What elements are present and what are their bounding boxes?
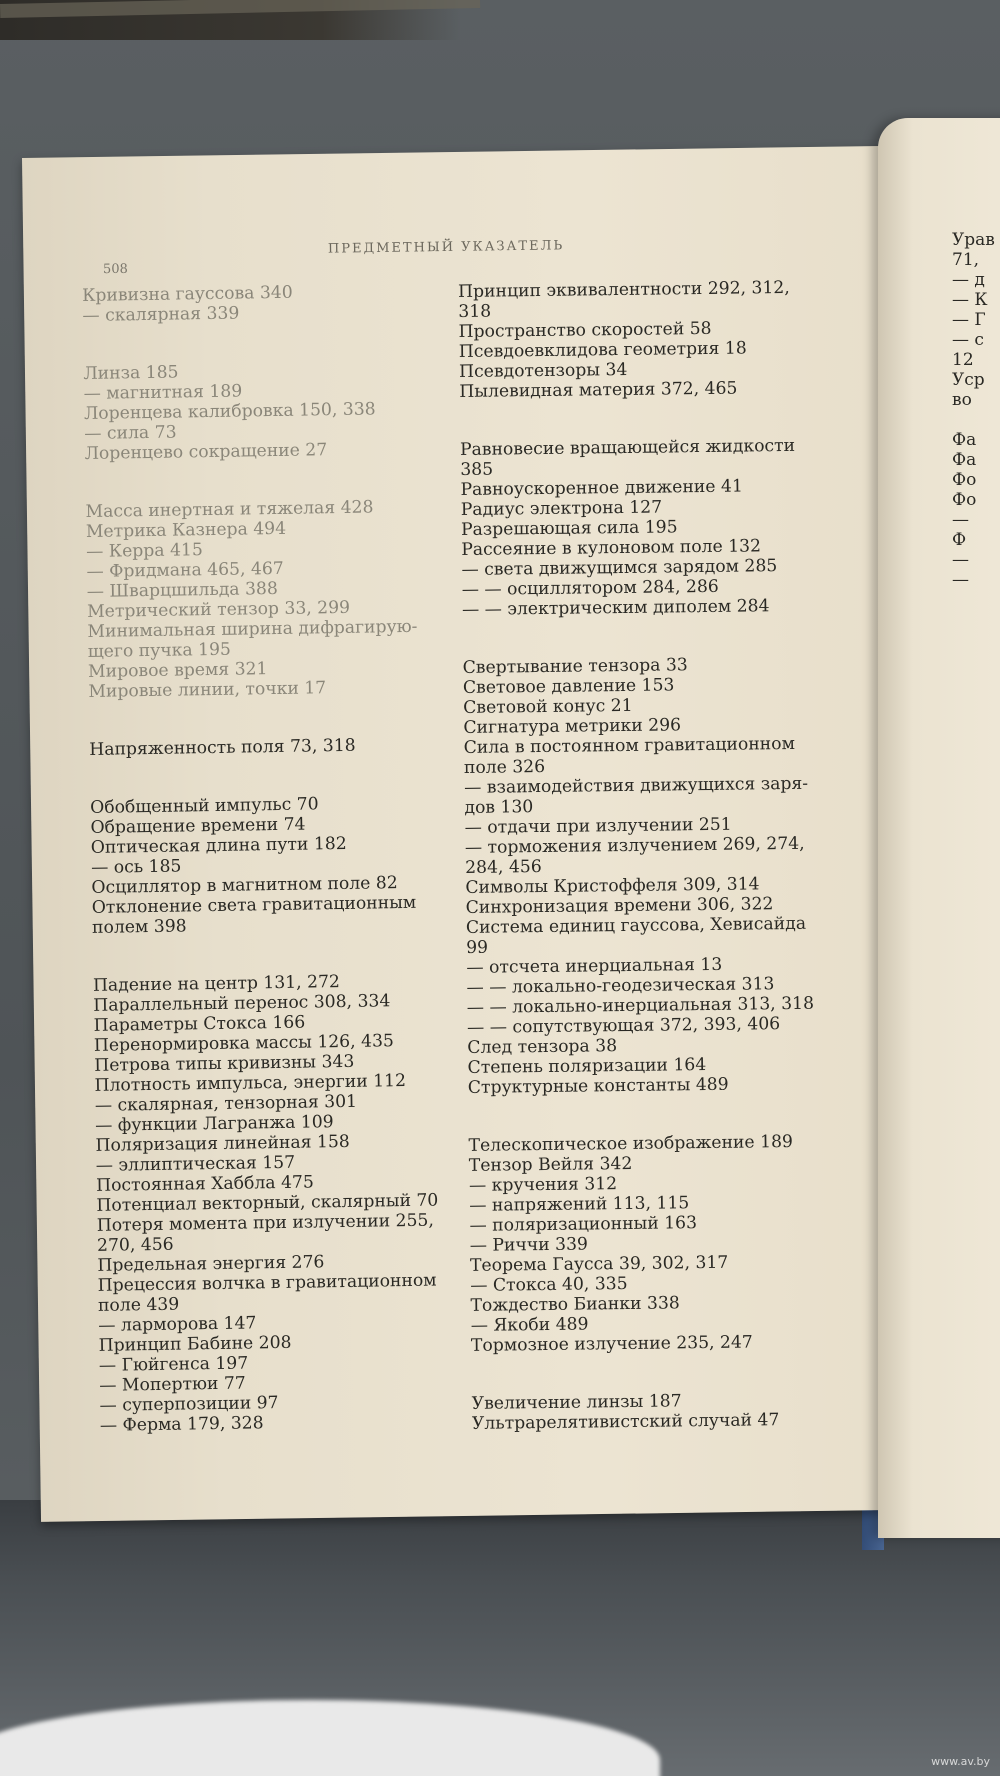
partial-entry bbox=[952, 410, 1000, 430]
index-entry: Принцип эквивалентности 292, 312, bbox=[458, 277, 790, 302]
group-gap bbox=[462, 616, 817, 658]
index-entry: Минимальная ширина дифрагирую- bbox=[87, 616, 418, 642]
index-entry: — магнитная 189 bbox=[83, 381, 243, 404]
index-column-right-partial bbox=[952, 230, 1000, 590]
index-entry: — Шварцшильда 388 bbox=[86, 578, 279, 602]
index-entry: Мировые линии, точки 17 bbox=[88, 678, 327, 702]
page-number: 508 bbox=[102, 261, 128, 278]
index-group bbox=[472, 1390, 827, 1434]
index-entry: — Стокса 40, 335 bbox=[470, 1274, 628, 1296]
index-entry: Пространство скоростей 58 bbox=[458, 318, 712, 342]
index-entry: Тождество Бианки 338 bbox=[470, 1293, 680, 1316]
index-entry: 318 bbox=[458, 301, 492, 322]
index-entry: — Якоби 489 bbox=[470, 1314, 589, 1336]
index-entry: Тензор Вейля 342 bbox=[468, 1153, 633, 1176]
index-column-left bbox=[82, 280, 480, 1436]
index-entry: Плотность импульса, энергии 112 bbox=[94, 1071, 407, 1096]
index-group bbox=[83, 358, 465, 464]
index-entry: — — локально-инерциальная 313, 318 bbox=[466, 993, 815, 1018]
index-entry: Равноускоренное движение 41 bbox=[460, 476, 743, 500]
index-entry: — взаимодействия движущихся заря- bbox=[464, 773, 809, 798]
index-entry: — света движущимся зарядом 285 bbox=[461, 556, 778, 580]
index-entry: — скалярная, тензорная 301 bbox=[94, 1091, 358, 1116]
index-entry: Разрешающая сила 195 bbox=[460, 517, 678, 540]
partial-entry: — Г bbox=[952, 310, 986, 330]
index-entry: — — электрическим диполем 284 bbox=[461, 596, 770, 620]
index-entry: — ларморова 147 bbox=[98, 1313, 257, 1336]
index-entry: — — локально-геодезическая 313 bbox=[466, 974, 775, 998]
partial-entry: — bbox=[952, 570, 969, 590]
index-entry: Тормозное излучение 235, 247 bbox=[470, 1332, 753, 1356]
partial-entry: Фа bbox=[952, 430, 977, 450]
index-entry: — отдачи при излучении 251 bbox=[464, 814, 732, 838]
group-gap bbox=[459, 398, 814, 440]
index-entry: — Фридмана 465, 467 bbox=[86, 558, 284, 582]
index-group bbox=[463, 654, 823, 1098]
index-entry: поле 326 bbox=[463, 756, 546, 778]
index-entry: След тензора 38 bbox=[467, 1036, 618, 1058]
index-entry: 385 bbox=[460, 459, 494, 480]
index-entry: Падение на центр 131, 272 bbox=[92, 972, 341, 996]
index-entry: Сила в постоянном гравитационном bbox=[463, 733, 796, 758]
index-entry: Радиус электрона 127 bbox=[460, 497, 663, 520]
group-gap bbox=[83, 320, 464, 364]
index-entry: 99 bbox=[466, 937, 489, 958]
index-group bbox=[82, 280, 463, 326]
group-gap bbox=[89, 696, 470, 740]
watermark: www.av.by bbox=[931, 1755, 990, 1768]
index-entry: Лоренцево сокращение 27 bbox=[84, 440, 328, 464]
group-gap bbox=[468, 1094, 823, 1136]
index-entry: Мировое время 321 bbox=[87, 659, 268, 682]
index-group bbox=[460, 436, 817, 620]
partial-entry: — bbox=[952, 550, 969, 570]
index-entry: — Керра 415 bbox=[86, 540, 203, 562]
index-entry: Пылевидная материя 372, 465 bbox=[459, 378, 738, 402]
group-gap bbox=[92, 932, 473, 976]
index-entry: Псевдотензоры 34 bbox=[458, 359, 628, 382]
partial-entry: во bbox=[952, 390, 972, 410]
index-entry: Оптическая длина пути 182 bbox=[90, 833, 347, 858]
index-entry: Потенциал векторный, скалярный 70 bbox=[96, 1190, 439, 1216]
index-entry: Постоянная Хаббла 475 bbox=[95, 1172, 315, 1196]
page-header: ПРЕДМЕТНЫЙ УКАЗАТЕЛЬ bbox=[327, 238, 565, 257]
index-entry: Световое давление 153 bbox=[462, 675, 675, 698]
index-entry: — Мопертюи 77 bbox=[99, 1373, 246, 1396]
index-column-middle bbox=[458, 278, 827, 1434]
group-gap bbox=[89, 754, 470, 798]
index-group bbox=[85, 496, 468, 702]
index-entry: — напряжений 113, 115 bbox=[469, 1193, 690, 1216]
partial-entry: — с bbox=[952, 330, 984, 350]
partial-entry: Ф bbox=[952, 530, 967, 550]
index-entry: Предельная энергия 276 bbox=[97, 1252, 325, 1276]
index-entry: Петрова типы кривизны 343 bbox=[94, 1051, 355, 1076]
index-entry: щего пучка 195 bbox=[87, 639, 232, 662]
index-entry: Принцип Бабине 208 bbox=[98, 1332, 292, 1356]
index-entry: полем 398 bbox=[91, 916, 187, 938]
index-entry: Синхронизация времени 306, 322 bbox=[465, 894, 774, 918]
index-entry: — сила 73 bbox=[84, 422, 177, 444]
index-entry: Осциллятор в магнитном поле 82 bbox=[91, 873, 398, 898]
index-entry: Прецессия волчка в гравитационном bbox=[97, 1270, 437, 1296]
index-entry: Ультрарелятивистский случай 47 bbox=[471, 1410, 780, 1434]
partial-entry: Фа bbox=[952, 450, 977, 470]
index-entry: Увеличение линзы 187 bbox=[471, 1391, 682, 1414]
partial-entry: — К bbox=[952, 290, 988, 310]
index-entry: — кручения 312 bbox=[468, 1174, 618, 1196]
index-entry: — — сопутствующая 372, 393, 406 bbox=[466, 1014, 781, 1038]
index-entry: Метрика Казнера 494 bbox=[85, 518, 287, 542]
group-gap bbox=[85, 458, 466, 502]
index-entry: 284, 456 bbox=[465, 857, 542, 878]
index-entry: Система единиц гауссова, Хевисайда bbox=[465, 913, 807, 938]
partial-entry: Фо bbox=[952, 470, 977, 490]
index-entry: — Ферма 179, 328 bbox=[99, 1413, 264, 1436]
index-entry: Линза 185 bbox=[83, 362, 179, 384]
index-entry: Рассеяние в кулоновом поле 132 bbox=[461, 536, 762, 560]
index-entry: поле 439 bbox=[97, 1294, 180, 1316]
index-entry: — суперпозиции 97 bbox=[99, 1393, 279, 1416]
index-entry: — Риччи 339 bbox=[469, 1234, 589, 1256]
index-entry: Перенормировка массы 126, 435 bbox=[93, 1031, 395, 1056]
index-entry: Напряженность поля 73, 318 bbox=[89, 735, 356, 760]
index-entry: Метрический тензор 33, 299 bbox=[86, 597, 351, 622]
partial-entry: 71, bbox=[952, 250, 980, 270]
index-entry: Структурные константы 489 bbox=[467, 1074, 729, 1098]
index-entry: — ось 185 bbox=[90, 856, 182, 878]
index-entry: Обобщенный импульс 70 bbox=[90, 794, 319, 818]
index-entry: 270, 456 bbox=[96, 1234, 174, 1256]
index-entry: Лоренцева калибровка 150, 338 bbox=[83, 399, 376, 424]
partial-entry: — д bbox=[952, 270, 985, 290]
index-entry: Обращение времени 74 bbox=[90, 814, 306, 838]
index-entry: Масса инертная и тяжелая 428 bbox=[85, 497, 374, 522]
index-group bbox=[90, 792, 472, 938]
index-entry: Световой конус 21 bbox=[463, 695, 633, 718]
index-entry: Сигнатура метрики 296 bbox=[463, 715, 682, 738]
partial-entry: Фо bbox=[952, 490, 977, 510]
group-gap bbox=[471, 1352, 826, 1394]
index-entry: — — осциллятором 284, 286 bbox=[461, 576, 719, 600]
index-entry: Параметры Стокса 166 bbox=[93, 1012, 306, 1036]
partial-entry: 12 bbox=[952, 350, 974, 370]
index-entry: дов 130 bbox=[464, 797, 534, 818]
index-entry: Отклонение света гравитационным bbox=[91, 892, 417, 918]
index-entry: — отсчета инерциальная 13 bbox=[466, 954, 723, 978]
partial-entry: — bbox=[952, 510, 969, 530]
index-entry: — эллиптическая 157 bbox=[95, 1152, 296, 1176]
index-entry: Равновесие вращающейся жидкости bbox=[459, 435, 796, 460]
partial-entry: Урав bbox=[952, 230, 995, 250]
index-entry: Символы Кристоффеля 309, 314 bbox=[465, 874, 760, 898]
index-entry: Поляризация линейная 158 bbox=[95, 1131, 350, 1156]
index-group bbox=[458, 278, 814, 402]
index-entry: Степень поляризации 164 bbox=[467, 1055, 707, 1078]
index-entry: Параллельный перенос 308, 334 bbox=[93, 991, 391, 1016]
partial-entry: Уср bbox=[952, 370, 985, 390]
index-entry: — функции Лагранжа 109 bbox=[95, 1112, 334, 1136]
index-entry: Потеря момента при излучении 255, bbox=[96, 1210, 435, 1236]
index-entry: Теорема Гаусса 39, 302, 317 bbox=[469, 1252, 729, 1276]
index-group bbox=[93, 970, 480, 1436]
index-entry: — поляризационный 163 bbox=[469, 1213, 698, 1236]
index-group bbox=[468, 1132, 826, 1356]
index-entry: — торможения излучением 269, 274, bbox=[464, 833, 805, 858]
index-entry: Псевдоевклидова геометрия 18 bbox=[458, 338, 747, 362]
index-entry: Кривизна гауссова 340 bbox=[82, 282, 293, 306]
index-entry: Свертывание тензора 33 bbox=[462, 655, 688, 678]
index-entry: Телескопическое изображение 189 bbox=[468, 1131, 794, 1156]
index-entry: — Гюйгенса 197 bbox=[98, 1353, 249, 1376]
index-entry: — скалярная 339 bbox=[82, 303, 240, 326]
